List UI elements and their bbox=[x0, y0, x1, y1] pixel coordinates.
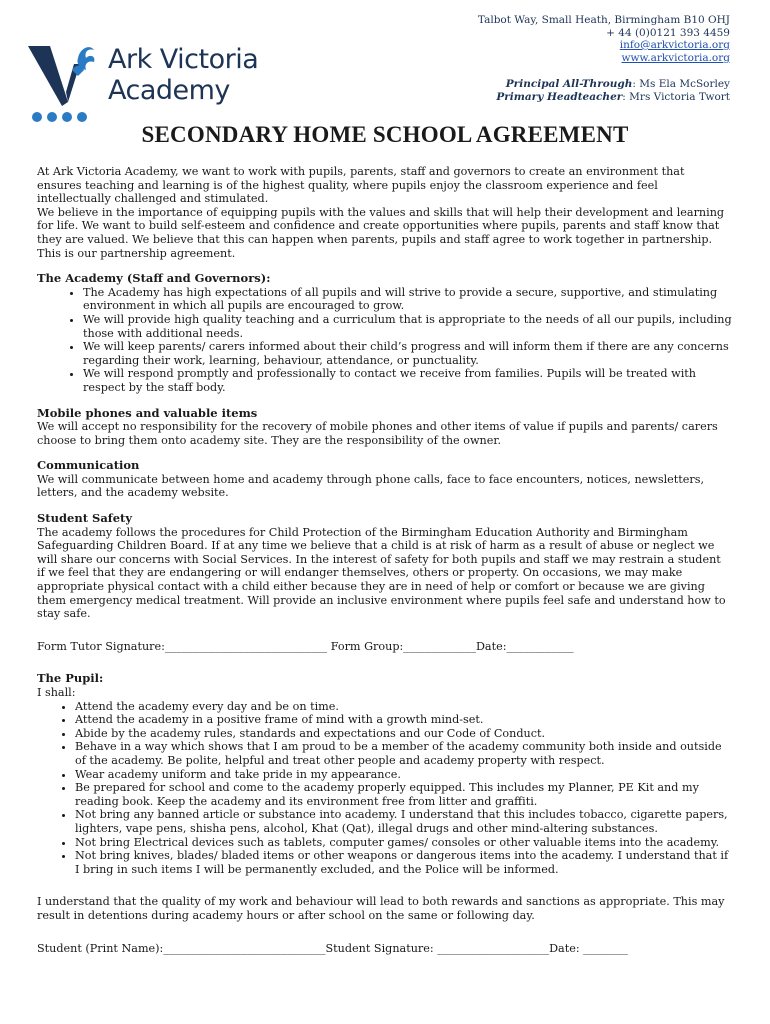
safety-text: The academy follows the procedures for Child Protection of the Birmingham Education Authority and Birmingham Safeguarding Children Board. If at any time we believe that a child is at risk of harm as a result of abuse or neglect we will share our concerns with Social Services. In the interest of safety for both pupils and staff we may restrain a student if we feel that they are endangering or will endanger themselves, others or property. On occasions, we may make appropriate physical contact with a child either because they are in need of help or comfort or because we are giving them emergency medical treatment. Will provide an inclusive environment where pupils feel safe and understand how to stay safe. bbox=[37, 525, 726, 621]
headteacher-line bbox=[478, 91, 730, 104]
principal-name: : Ms Ela McSorley bbox=[632, 78, 730, 90]
mobile-heading: Mobile phones and valuable items bbox=[37, 405, 258, 420]
academy-heading: The Academy (Staff and Governors): bbox=[37, 271, 271, 286]
list-item: • Attend the academy in a positive frame of mind with a growth mind-set. bbox=[75, 713, 732, 727]
logo-dots bbox=[32, 112, 87, 122]
mobile-text: We will accept no responsibility for the recovery of mobile phones and other items of value if pupils and parents/ carers choose to bring them onto academy site. They are the responsibility of the owner. bbox=[37, 420, 718, 447]
dot-icon bbox=[62, 112, 72, 122]
communication-heading: Communication bbox=[37, 458, 140, 473]
list-item: • Attend the academy every day and be on time. bbox=[75, 700, 732, 714]
address: Talbot Way, Small Heath, Birmingham B10 OHJ bbox=[477, 14, 730, 26]
headteacher-label: Primary Headteacher bbox=[496, 90, 623, 103]
ark-v-logo-icon bbox=[28, 42, 100, 112]
website-link[interactable]: www.arkvictoria.org bbox=[621, 51, 730, 64]
intro-paragraph-2: We believe in the importance of equipping pupils with the values and skills that will help their development and learning for life. We want to build self-esteem and confidence and create opportunities where pupils, parents and staff know that they are valued. We believe that this can happen when parents, pupils and staff agree to work together in partnership. This is our partnership agreement. bbox=[37, 205, 725, 260]
logo-wordmark bbox=[108, 44, 258, 106]
tutor-signature-line[interactable]: Form Tutor Signature:_____________________________ Form Group:_____________Date:____________ bbox=[37, 639, 574, 653]
list-item: • Behave in a way which shows that I am proud to be a member of the academy community both inside and outside of the academy. Be polite, helpful and treat other people and academy property with respect. bbox=[75, 740, 732, 767]
list-item: • Not bring any banned article or substance into academy. I understand that this includes tobacco, cigarette papers, lighters, vape pens, shisha pens, alcohol, Khat (Qat), illegal drugs and other mind-altering substances. bbox=[75, 808, 732, 835]
list-item: • We will keep parents/ carers informed about their child’s progress and will inform them if there are any concerns regarding their work, learning, behaviour, attendance, or punctuality. bbox=[83, 340, 732, 367]
safety-heading: Student Safety bbox=[37, 511, 133, 526]
list-item: • The Academy has high expectations of all pupils and will strive to provide a secure, supportive, and stimulating environment in which all pupils are encouraged to grow. bbox=[83, 286, 732, 313]
principal-label: Principal All-Through bbox=[505, 78, 633, 90]
logo-line-1: Ark Victoria bbox=[108, 44, 259, 75]
dot-icon bbox=[47, 112, 57, 122]
pupil-list bbox=[37, 700, 732, 877]
headteacher-name: : Mrs Victoria Twort bbox=[622, 90, 730, 103]
list-item: • Wear academy uniform and take pride in my appearance. bbox=[75, 768, 732, 782]
logo-line-2: Academy bbox=[108, 75, 230, 106]
agreement-body bbox=[37, 165, 732, 955]
list-item: • We will respond promptly and professionally to contact we receive from families. Pupils will be treated with respect by the staff body. bbox=[83, 367, 732, 394]
page-title: SECONDARY HOME SCHOOL AGREEMENT bbox=[141, 122, 629, 147]
principal-line bbox=[478, 78, 730, 91]
academy-logo bbox=[28, 42, 288, 124]
closing-paragraph: I understand that the quality of my work and behaviour will lead to both rewards and sanctions as appropriate. This may result in detentions during academy hours or after school on the same or following day. bbox=[37, 895, 725, 922]
phone: + 44 (0)0121 393 4459 bbox=[606, 26, 730, 39]
list-item: • We will provide high quality teaching and a curriculum that is appropriate to the needs of all our pupils, including those with additional needs. bbox=[83, 313, 732, 340]
list-item: • Not bring knives, blades/ bladed items or other weapons or dangerous items into the academy. I understand that if I bring in such items I will be permanently excluded, and the Police will be informed. bbox=[75, 849, 732, 876]
communication-text: We will communicate between home and academy through phone calls, face to face encounters, notices, newsletters, letters, and the academy website. bbox=[37, 472, 705, 500]
dot-icon bbox=[32, 112, 42, 122]
list-item: • Abide by the academy rules, standards and expectations and our Code of Conduct. bbox=[75, 727, 732, 741]
pupil-heading: The Pupil: bbox=[37, 671, 104, 686]
academy-list bbox=[37, 286, 732, 395]
student-signature-line[interactable]: Student (Print Name):_____________________________Student Signature: ____________________Date: ________ bbox=[37, 941, 628, 955]
dot-icon bbox=[77, 112, 87, 122]
intro-paragraph-1: At Ark Victoria Academy, we want to work with pupils, parents, staff and governors to create an environment that ensures teaching and learning is of the highest quality, where pupils enjoy the classroom experience and feel intellectually challenged and stimulated. bbox=[37, 165, 685, 206]
pupil-intro: I shall: bbox=[37, 686, 76, 699]
list-item: • Be prepared for school and come to the academy properly equipped. This includes my Planner, PE Kit and my reading book. Keep the academy and its environment free from litter and graffiti. bbox=[75, 781, 732, 808]
list-item: • Not bring Electrical devices such as tablets, computer games/ consoles or other valuable items into the academy. bbox=[75, 836, 732, 850]
contact-block bbox=[478, 14, 730, 103]
email-link[interactable]: info@arkvictoria.org bbox=[619, 39, 730, 51]
